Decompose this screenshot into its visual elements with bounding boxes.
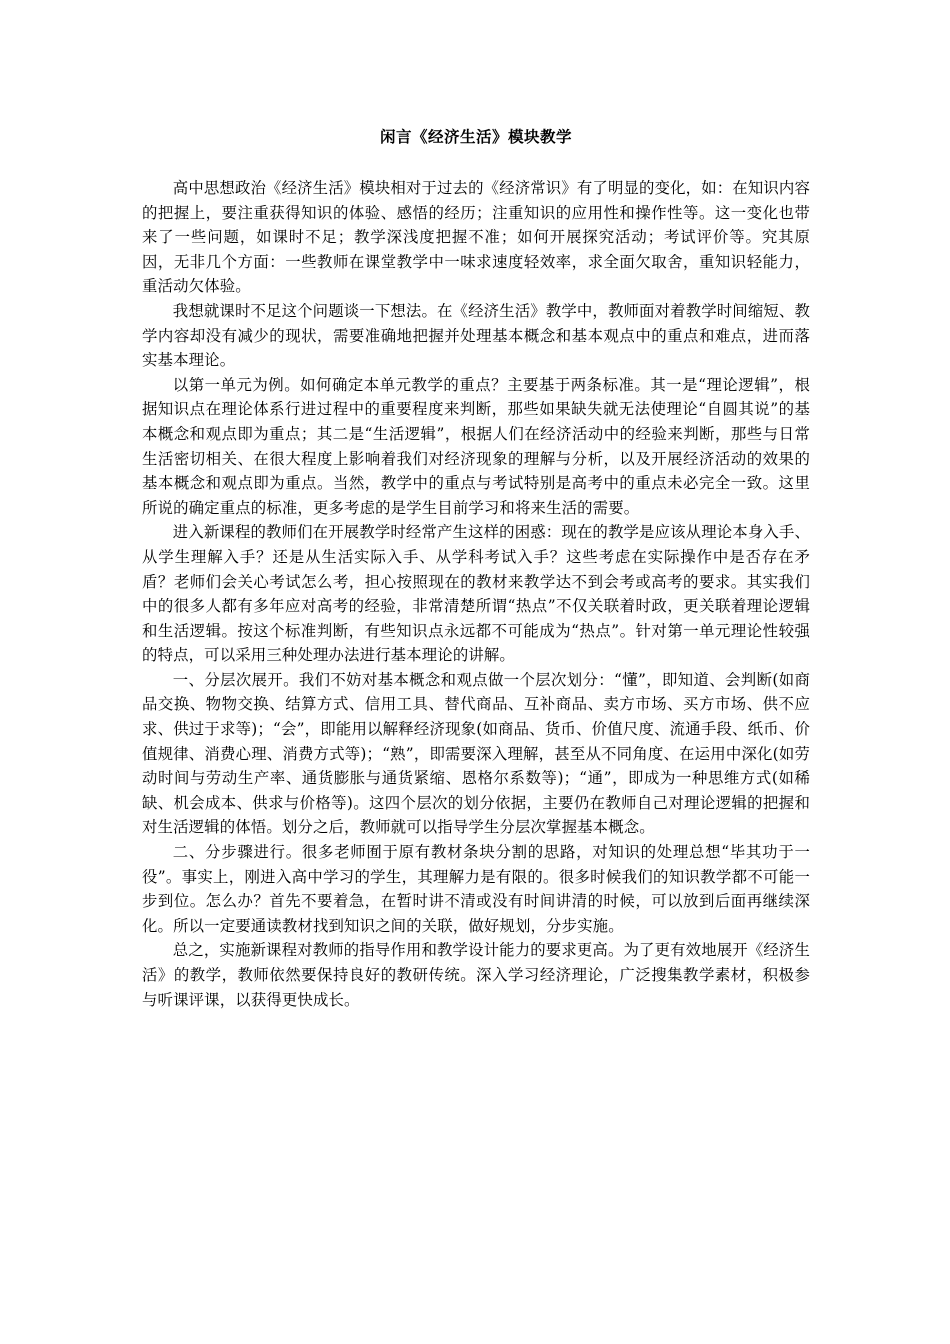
paragraph-7: 总之，实施新课程对教师的指导作用和教学设计能力的要求更高。为了更有效地展开《经济生活》的教学，教师依然要保持良好的教研传统。深入学习经济理论，广泛搜集教学素材，积极参与听课评课，以获得更快成长。: [142, 941, 810, 1009]
paragraph-2: 我想就课时不足这个问题谈一下想法。在《经济生活》教学中，教师面对着教学时间缩短、教学内容却没有减少的现状，需要准确地把握并处理基本概念和基本观点中的重点和难点，进而落实基本理论。: [142, 301, 810, 370]
document-page: [142, 126, 810, 1012]
paragraph-5: 一、分层次展开。我们不妨对基本概念和观点做一个层次划分：“懂”，即知道、会判断(如商品交换、物物交换、结算方式、信用工具、替代商品、互补商品、卖方市场、买方市场、供不应求、供过于求等)；“会”，即能用以解释经济现象(如商品、货币、价值尺度、流通手段、纸币、价值规律、消费心理、消费方式等)；“熟”，即需要深入理解，甚至从不同角度、在运用中深化(如劳动时间与劳动生产率、通货膨胀与通货紧缩、恩格尔系数等)；“通”，即成为一种思维方式(如稀缺、机会成本、供求与价格等)。这四个层次的划分依据，主要仍在教师自己对理论逻辑的把握和对生活逻辑的体悟。划分之后，教师就可以指导学生分层次掌握基本概念。: [142, 670, 810, 837]
document-title: 闲言《经济生活》模块教学: [379, 128, 572, 146]
paragraph-1: 高中思想政治《经济生活》模块相对于过去的《经济常识》有了明显的变化，如：在知识内容的把握上，要注重获得知识的体验、感悟的经历；注重知识的应用性和操作性等。这一变化也带来了一些问题，如课时不足；教学深浅度把握不准；如何开展探究活动；考试评价等。究其原因，无非几个方面：一些教师在课堂教学中一味求速度轻效率，求全面欠取舍，重知识轻能力，重活动欠体验。: [142, 179, 810, 296]
paragraph-3: 以第一单元为例。如何确定本单元教学的重点？主要基于两条标准。其一是“理论逻辑”，根据知识点在理论体系行进过程中的重要程度来判断，那些如果缺失就无法使理论“自圆其说”的基本概念和观点即为重点；其二是“生活逻辑”，根据人们在经济活动中的经验来判断，那些与日常生活密切相关、在很大程度上影响着我们对经济现象的理解与分析，以及开展经济活动的效果的基本概念和观点即为重点。当然，教学中的重点与考试特别是高考中的重点未必完全一致。这里所说的确定重点的标准，更多考虑的是学生目前学习和将来生活的需要。: [142, 375, 810, 517]
paragraph-4: 进入新课程的教师们在开展教学时经常产生这样的困惑：现在的教学是应该从理论本身入手、从学生理解入手？还是从生活实际入手、从学科考试入手？这些考虑在实际操作中是否存在矛盾？老师们会关心考试怎么考，担心按照现在的教材来教学达不到会考或高考的要求。其实我们中的很多人都有多年应对高考的经验，非常清楚所谓“热点”不仅关联着时政，更关联着理论逻辑和生活逻辑。按这个标准判断，有些知识点永远都不可能成为“热点”。针对第一单元理论性较强的特点，可以采用三种处理办法进行基本理论的讲解。: [142, 523, 810, 665]
paragraph-6: 二、分步骤进行。很多老师囿于原有教材条块分割的思路，对知识的处理总想“毕其功于一役”。事实上，刚进入高中学习的学生，其理解力是有限的。很多时候我们的知识教学都不可能一步到位。怎么办？首先不要着急，在暂时讲不清或没有时间讲清的时候，可以放到后面再继续深化。所以一定要通读教材找到知识之间的关联，做好规划，分步实施。: [142, 843, 810, 935]
